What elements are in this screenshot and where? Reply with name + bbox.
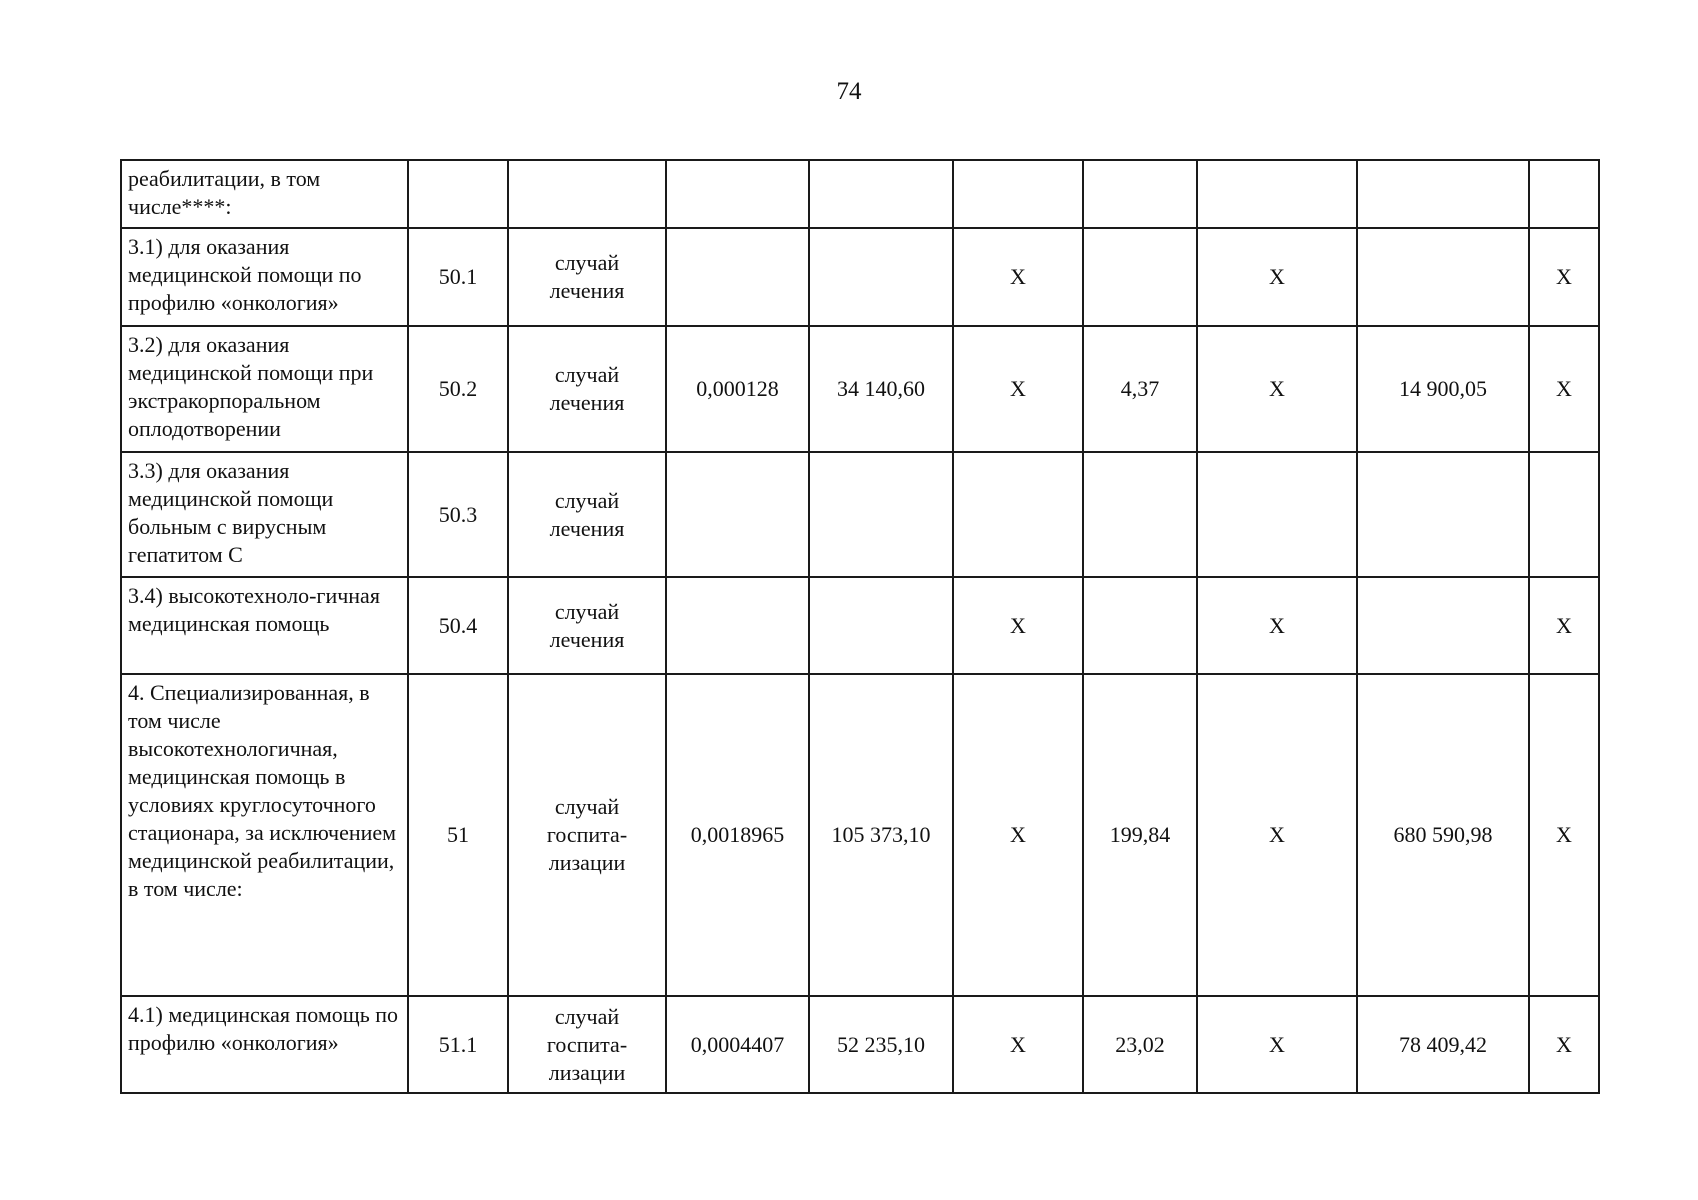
row-code-cell: 50.1: [408, 228, 508, 326]
table-row: [121, 996, 1599, 1093]
value-cell: Х: [953, 674, 1083, 996]
table-row: [121, 452, 1599, 577]
value-cell: Х: [953, 577, 1083, 674]
value-cell: 105 373,10: [809, 674, 953, 996]
row-name-cell: 3.1) для оказания медицинской помощи по профилю «онкология»: [121, 228, 408, 326]
data-table: [120, 159, 1600, 1094]
table-row: [121, 228, 1599, 326]
value-cell: Х: [1197, 996, 1357, 1093]
value-cell: Х: [1529, 996, 1599, 1093]
row-code-cell: 50.4: [408, 577, 508, 674]
value-cell: [1529, 160, 1599, 228]
value-cell: Х: [953, 996, 1083, 1093]
table-row: [121, 326, 1599, 452]
row-unit-cell: случай госпита-лизации: [508, 674, 666, 996]
row-code-cell: 51.1: [408, 996, 508, 1093]
value-cell: 0,0018965: [666, 674, 809, 996]
value-cell: [1357, 228, 1529, 326]
row-unit-cell: [508, 160, 666, 228]
row-code-cell: 50.2: [408, 326, 508, 452]
value-cell: Х: [1197, 228, 1357, 326]
value-cell: [666, 160, 809, 228]
value-cell: [1197, 452, 1357, 577]
value-cell: [666, 577, 809, 674]
value-cell: 0,000128: [666, 326, 809, 452]
value-cell: [666, 228, 809, 326]
row-name-cell: 3.2) для оказания медицинской помощи при экстракорпоральном оплодотворении: [121, 326, 408, 452]
value-cell: [1083, 160, 1197, 228]
value-cell: Х: [1197, 674, 1357, 996]
value-cell: 52 235,10: [809, 996, 953, 1093]
value-cell: 0,0004407: [666, 996, 809, 1093]
page-number: 74: [836, 78, 862, 105]
value-cell: [809, 577, 953, 674]
value-cell: Х: [1529, 326, 1599, 452]
value-cell: 23,02: [1083, 996, 1197, 1093]
value-cell: 14 900,05: [1357, 326, 1529, 452]
value-cell: Х: [1529, 228, 1599, 326]
value-cell: Х: [953, 326, 1083, 452]
value-cell: [666, 452, 809, 577]
row-name-cell: реабилитации, в том числе****:: [121, 160, 408, 228]
value-cell: Х: [1529, 577, 1599, 674]
value-cell: 680 590,98: [1357, 674, 1529, 996]
row-unit-cell: случай лечения: [508, 452, 666, 577]
value-cell: [1197, 160, 1357, 228]
value-cell: Х: [1529, 674, 1599, 996]
row-name-cell: 4. Специализированная, в том числе высокотехнологичная, медицинская помощь в условиях круглосуточного стационара, за исключением медицинской реабилитации, в том числе:: [121, 674, 408, 996]
row-unit-cell: случай лечения: [508, 228, 666, 326]
row-name-cell: 4.1) медицинская помощь по профилю «онкология»: [121, 996, 408, 1093]
value-cell: Х: [953, 228, 1083, 326]
value-cell: 78 409,42: [1357, 996, 1529, 1093]
value-cell: [1083, 577, 1197, 674]
row-unit-cell: случай госпита-лизации: [508, 996, 666, 1093]
value-cell: Х: [1197, 577, 1357, 674]
value-cell: 4,37: [1083, 326, 1197, 452]
row-unit-cell: случай лечения: [508, 577, 666, 674]
value-cell: Х: [1197, 326, 1357, 452]
row-code-cell: 51: [408, 674, 508, 996]
table-row: [121, 577, 1599, 674]
value-cell: [953, 160, 1083, 228]
row-unit-cell: случай лечения: [508, 326, 666, 452]
value-cell: [1357, 160, 1529, 228]
value-cell: [1357, 577, 1529, 674]
value-cell: [1083, 228, 1197, 326]
table-row: [121, 160, 1599, 228]
value-cell: [953, 452, 1083, 577]
value-cell: [1357, 452, 1529, 577]
row-code-cell: 50.3: [408, 452, 508, 577]
value-cell: [809, 228, 953, 326]
row-name-cell: 3.3) для оказания медицинской помощи больным с вирусным гепатитом С: [121, 452, 408, 577]
value-cell: [1083, 452, 1197, 577]
value-cell: [809, 160, 953, 228]
table-row: [121, 674, 1599, 996]
row-code-cell: [408, 160, 508, 228]
value-cell: 34 140,60: [809, 326, 953, 452]
row-name-cell: 3.4) высокотехноло-гичная медицинская помощь: [121, 577, 408, 674]
value-cell: [809, 452, 953, 577]
value-cell: 199,84: [1083, 674, 1197, 996]
value-cell: [1529, 452, 1599, 577]
